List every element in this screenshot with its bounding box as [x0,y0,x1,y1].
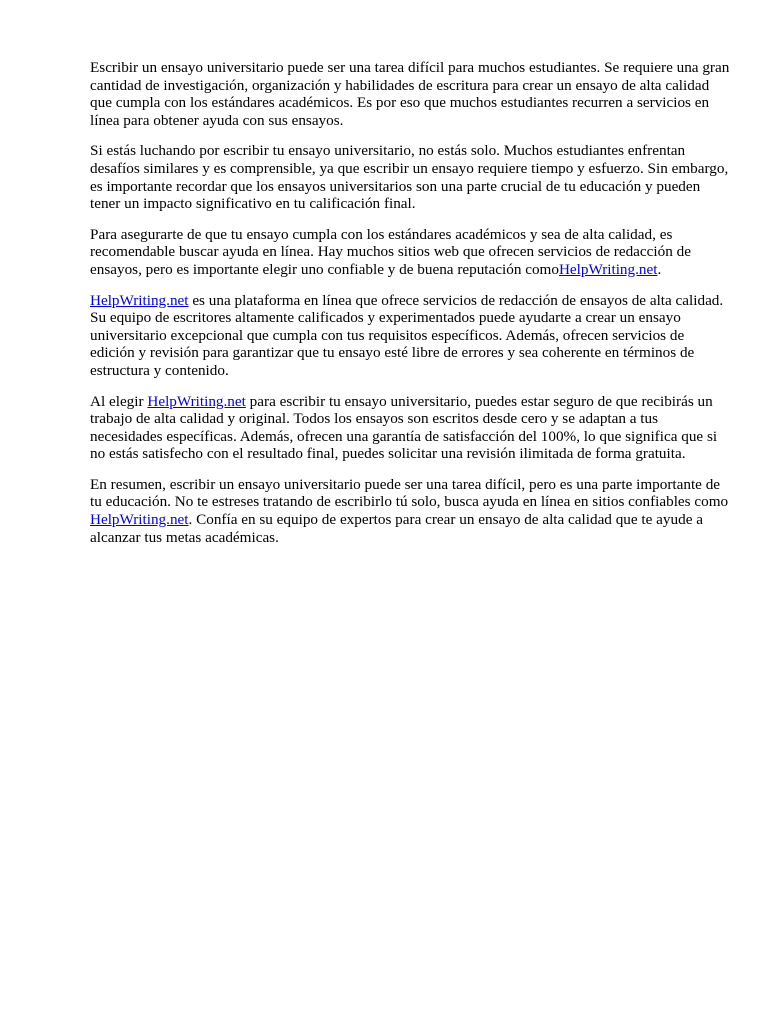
paragraph-struggle: Si estás luchando por escribir tu ensayo universitario, no estás solo. Muchos estudiantes enfrentan desafíos similares y es comprensible, ya que escribir un ensayo requiere tiempo y esfuerzo. Sin embargo, es importante recordar que los ensayos universitarios son una parte crucial de tu educación y pueden tener un impacto significativo en tu calificación final. [90,142,729,213]
paragraph-text: Para asegurarte de que tu ensayo cumpla con los estándares académicos y sea de alta calidad, es recomendable buscar ayuda en línea. Hay muchos sitios web que ofrecen servicios de redacción de ensayos, pero es importante elegir uno confiable y de buena reputación como [90,225,691,278]
paragraph-recommendation [90,226,730,279]
paragraph-summary [90,476,730,546]
document-page [90,59,730,559]
paragraph-platform [90,292,730,380]
paragraph-text: Al elegir [90,392,148,410]
helpwriting-link[interactable]: HelpWriting.net [558,260,658,278]
paragraph-choose [90,393,730,463]
paragraph-intro: Escribir un ensayo universitario puede ser una tarea difícil para muchos estudiantes. Se requiere una gran cantidad de investigación, organización y habilidades de escritura para crear un ensayo de alta calidad que cumpla con los estándares académicos. Es por eso que muchos estudiantes recurren a servicios en línea para obtener ayuda con sus ensayos. [90,59,730,129]
paragraph-text: es una plataforma en línea que ofrece servicios de redacción de ensayos de alta calidad. Su equipo de escritores altamente calificados y experimentados puede ayudarte a crear un ensayo universitario excepcional que cumpla con tus requisitos específicos. Además, ofrecen servicios de edición y revisión para garantizar que tu ensayo esté libre de errores y sea coherente en términos de estructura y contenido. [90,291,724,379]
paragraph-text: . [657,260,662,278]
helpwriting-link[interactable]: HelpWriting.net [90,511,189,529]
paragraph-text: para escribir tu ensayo universitario, puedes estar seguro de que recibirás un trabajo de alta calidad y original. Todos los ensayos son escritos desde cero y se adaptan a tus necesidades específicas. Además, ofrecen una garantía de satisfacción del 100%, lo que significa que si no estás satisfecho con el resultado final, puedes solicitar una revisión ilimitada de forma gratuita. [90,392,718,463]
paragraph-text: . Confía en su equipo de expertos para crear un ensayo de alta calidad que te ayude a alcanzar tus metas académicas. [90,511,703,546]
helpwriting-link[interactable]: HelpWriting.net [147,392,246,410]
helpwriting-link[interactable]: HelpWriting.net [90,291,189,309]
paragraph-text: En resumen, escribir un ensayo universitario puede ser una tarea difícil, pero es una parte importante de tu educación. No te estreses tratando de escribirlo tú solo, busca ayuda en línea en sitios confiables como [90,475,729,511]
